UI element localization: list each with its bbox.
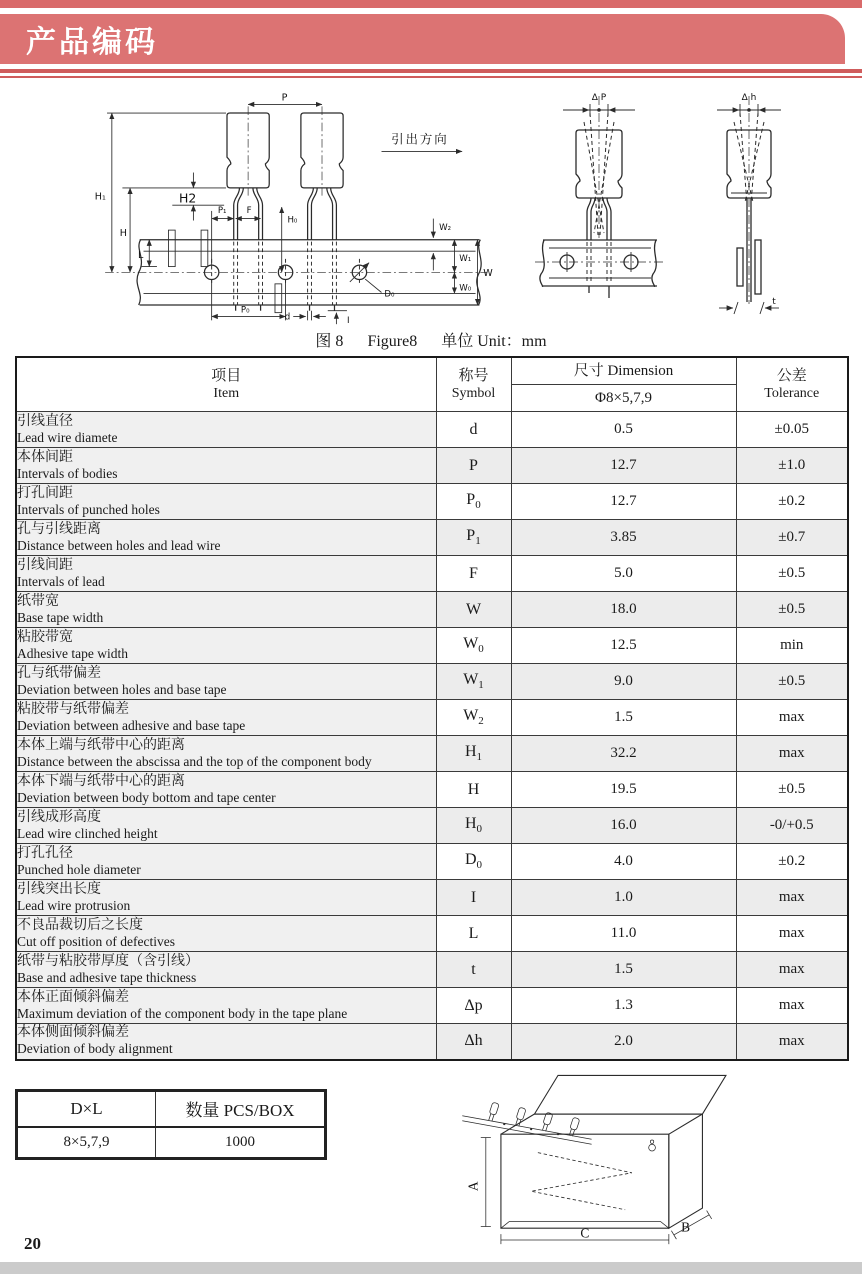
top-accent-strip xyxy=(0,0,862,8)
item-cell: 打孔间距 Intervals of punched holes xyxy=(16,484,436,520)
dimension-cell: 1.0 xyxy=(511,880,736,916)
table-row xyxy=(17,1127,326,1159)
symbol-cell: L xyxy=(436,916,511,952)
packing-box-figure xyxy=(457,1067,743,1250)
symbol-cell: H xyxy=(436,772,511,808)
dim-label-w0: W₀ xyxy=(459,283,472,294)
table-row xyxy=(16,916,848,952)
item-cell: 引线间距 Intervals of lead xyxy=(16,556,436,592)
packing-box-diagram xyxy=(457,1067,743,1245)
lead-direction-label: 引出方向 xyxy=(391,131,449,147)
qty-header-pcs: 数量 PCS/BOX xyxy=(156,1090,326,1127)
item-cell: 引线成形高度 Lead wire clinched height xyxy=(16,808,436,844)
symbol-cell: F xyxy=(436,556,511,592)
dimension-cell: 2.0 xyxy=(511,1024,736,1060)
table-row xyxy=(16,700,848,736)
table-row xyxy=(16,412,848,448)
qty-header-dxl: D×L xyxy=(17,1090,156,1127)
front-deviation-view xyxy=(535,93,665,298)
symbol-cell: P xyxy=(436,448,511,484)
dimension-cell: 1.5 xyxy=(511,952,736,988)
header-dimension-spec: Φ8×5,7,9 xyxy=(511,385,736,412)
figure-caption-en: Figure8 xyxy=(367,333,418,350)
dim-label-p0: P₀ xyxy=(240,305,250,316)
tolerance-cell: max xyxy=(736,952,848,988)
table-row xyxy=(16,736,848,772)
dim-label-l: L xyxy=(137,249,144,261)
symbol-cell: $H_0$ xyxy=(436,808,511,844)
quantity-table xyxy=(15,1089,327,1160)
side-deviation-view xyxy=(717,93,781,314)
tolerance-cell: max xyxy=(736,700,848,736)
symbol-cell: $W_1$ xyxy=(436,664,511,700)
figure-caption-zh: 图 8 xyxy=(315,333,344,350)
item-cell: 本体间距 Intervals of bodies xyxy=(16,448,436,484)
item-cell: 纸带与粘胶带厚度（含引线） Base and adhesive tape thickness xyxy=(16,952,436,988)
header-symbol: 称号 Symbol xyxy=(436,357,511,412)
qty-value-dxl: 8×5,7,9 xyxy=(17,1127,156,1159)
tolerance-cell: min xyxy=(736,628,848,664)
box-dim-label-c: C xyxy=(580,1224,590,1240)
dimension-cell: 9.0 xyxy=(511,664,736,700)
table-row xyxy=(16,448,848,484)
dimension-cell: 3.85 xyxy=(511,520,736,556)
tolerance-cell: ±1.0 xyxy=(736,448,848,484)
symbol-cell: W xyxy=(436,592,511,628)
header-tolerance: 公差 Tolerance xyxy=(736,357,848,412)
figure-area xyxy=(80,90,862,328)
table-row xyxy=(16,664,848,700)
tolerance-cell: ±0.2 xyxy=(736,844,848,880)
item-cell: 孔与纸带偏差 Deviation between holes and base tape xyxy=(16,664,436,700)
dim-label-t: t xyxy=(772,297,776,307)
dim-label-i: I xyxy=(346,316,350,327)
tolerance-cell: max xyxy=(736,988,848,1024)
table-row xyxy=(16,1024,848,1060)
dimension-table xyxy=(15,356,849,1061)
taping-dimension-diagram xyxy=(80,90,493,328)
table-row xyxy=(16,556,848,592)
tolerance-cell: ±0.2 xyxy=(736,484,848,520)
tolerance-cell: -0/+0.5 xyxy=(736,808,848,844)
table-row xyxy=(16,628,848,664)
page-number: 20 xyxy=(24,1234,41,1253)
header-dimension: 尺寸 Dimension xyxy=(511,357,736,385)
page-bottom-strip xyxy=(0,1262,862,1274)
dim-label-f: F xyxy=(246,205,252,216)
item-cell: 不良品裁切后之长度 Cut off position of defectives xyxy=(16,916,436,952)
tolerance-cell: max xyxy=(736,736,848,772)
tolerance-cell: ±0.05 xyxy=(736,412,848,448)
dimension-cell: 11.0 xyxy=(511,916,736,952)
table-row xyxy=(16,988,848,1024)
dimension-cell: 12.7 xyxy=(511,448,736,484)
dimension-cell: 12.7 xyxy=(511,484,736,520)
item-cell: 粘胶带与纸带偏差 Deviation between adhesive and base tape xyxy=(16,700,436,736)
dim-label-d: d xyxy=(284,312,291,323)
packing-section xyxy=(15,1073,862,1250)
figure-caption xyxy=(0,328,862,348)
dimension-cell: 4.0 xyxy=(511,844,736,880)
dimension-cell: 0.5 xyxy=(511,412,736,448)
dim-label-h1: H₁ xyxy=(94,191,106,203)
tolerance-cell: ±0.5 xyxy=(736,664,848,700)
dimension-cell: 16.0 xyxy=(511,808,736,844)
item-cell: 引线突出长度 Lead wire protrusion xyxy=(16,880,436,916)
item-cell: 纸带宽 Base tape width xyxy=(16,592,436,628)
symbol-cell: $D_0$ xyxy=(436,844,511,880)
dim-label-h2: H2 xyxy=(178,190,197,206)
symbol-cell: $P_1$ xyxy=(436,520,511,556)
symbol-cell: $P_0$ xyxy=(436,484,511,520)
page-title: 产品编码 xyxy=(26,26,158,59)
tolerance-cell: max xyxy=(736,1024,848,1060)
dimension-cell: 1.5 xyxy=(511,700,736,736)
banner-rule-thick xyxy=(0,69,862,73)
tolerance-cell: max xyxy=(736,916,848,952)
table-row xyxy=(16,520,848,556)
symbol-cell: I xyxy=(436,880,511,916)
dimension-cell: 12.5 xyxy=(511,628,736,664)
symbol-cell: Δp xyxy=(436,988,511,1024)
tolerance-cell: ±0.5 xyxy=(736,592,848,628)
symbol-cell: $W_2$ xyxy=(436,700,511,736)
table-row xyxy=(16,592,848,628)
header-item: 项目 Item xyxy=(16,357,436,412)
dim-label-h: H xyxy=(119,227,127,239)
item-cell: 孔与引线距离 Distance between holes and lead wire xyxy=(16,520,436,556)
carton-box xyxy=(501,1075,726,1228)
dim-label-dp: Δ P xyxy=(591,93,607,103)
dimension-table-body xyxy=(16,412,848,1060)
box-dim-label-b: B xyxy=(681,1219,691,1235)
dim-label-p: P xyxy=(281,92,288,104)
item-cell: 本体侧面倾斜偏差 Deviation of body alignment xyxy=(16,1024,436,1060)
component-tape-strip xyxy=(462,1102,591,1144)
dimension-annotations xyxy=(95,93,493,327)
box-dim-label-a: A xyxy=(465,1180,481,1191)
table-row xyxy=(16,772,848,808)
table-row xyxy=(16,844,848,880)
tolerance-cell: ±0.7 xyxy=(736,520,848,556)
dimension-cell: 5.0 xyxy=(511,556,736,592)
item-cell: 本体正面倾斜偏差 Maximum deviation of the component body in the tape plane xyxy=(16,988,436,1024)
dimension-cell: 18.0 xyxy=(511,592,736,628)
table-row xyxy=(16,808,848,844)
item-cell: 引线直径 Lead wire diamete xyxy=(16,412,436,448)
table-row xyxy=(16,880,848,916)
symbol-cell: $W_0$ xyxy=(436,628,511,664)
section-banner xyxy=(0,14,845,64)
table-row xyxy=(16,952,848,988)
deviation-views-diagram xyxy=(527,90,827,325)
tolerance-cell: ±0.5 xyxy=(736,556,848,592)
item-cell: 本体下端与纸带中心的距离 Deviation between body bottom and tape center xyxy=(16,772,436,808)
item-cell: 粘胶带宽 Adhesive tape width xyxy=(16,628,436,664)
dim-label-w2: W₂ xyxy=(439,223,452,234)
item-cell: 本体上端与纸带中心的距离 Distance between the abscissa and the top of the component body xyxy=(16,736,436,772)
item-cell: 打孔孔径 Punched hole diameter xyxy=(16,844,436,880)
dim-label-w1: W₁ xyxy=(459,253,472,264)
tolerance-cell: ±0.5 xyxy=(736,772,848,808)
symbol-cell: d xyxy=(436,412,511,448)
table-row xyxy=(16,484,848,520)
symbol-cell: $H_1$ xyxy=(436,736,511,772)
dim-label-dh: Δ h xyxy=(741,93,757,103)
dim-label-w: W xyxy=(483,268,493,280)
dimension-cell: 1.3 xyxy=(511,988,736,1024)
banner-rule-thin xyxy=(0,76,862,78)
symbol-cell: t xyxy=(436,952,511,988)
dimension-cell: 19.5 xyxy=(511,772,736,808)
dimension-cell: 32.2 xyxy=(511,736,736,772)
qty-value-pcs: 1000 xyxy=(156,1127,326,1159)
figure-caption-unit: 单位 Unit：mm xyxy=(441,333,547,350)
dim-label-d0: D₀ xyxy=(384,289,395,300)
symbol-cell: Δh xyxy=(436,1024,511,1060)
dim-label-h0: H₀ xyxy=(287,215,298,226)
dim-label-p1: P₁ xyxy=(217,205,227,216)
tolerance-cell: max xyxy=(736,880,848,916)
